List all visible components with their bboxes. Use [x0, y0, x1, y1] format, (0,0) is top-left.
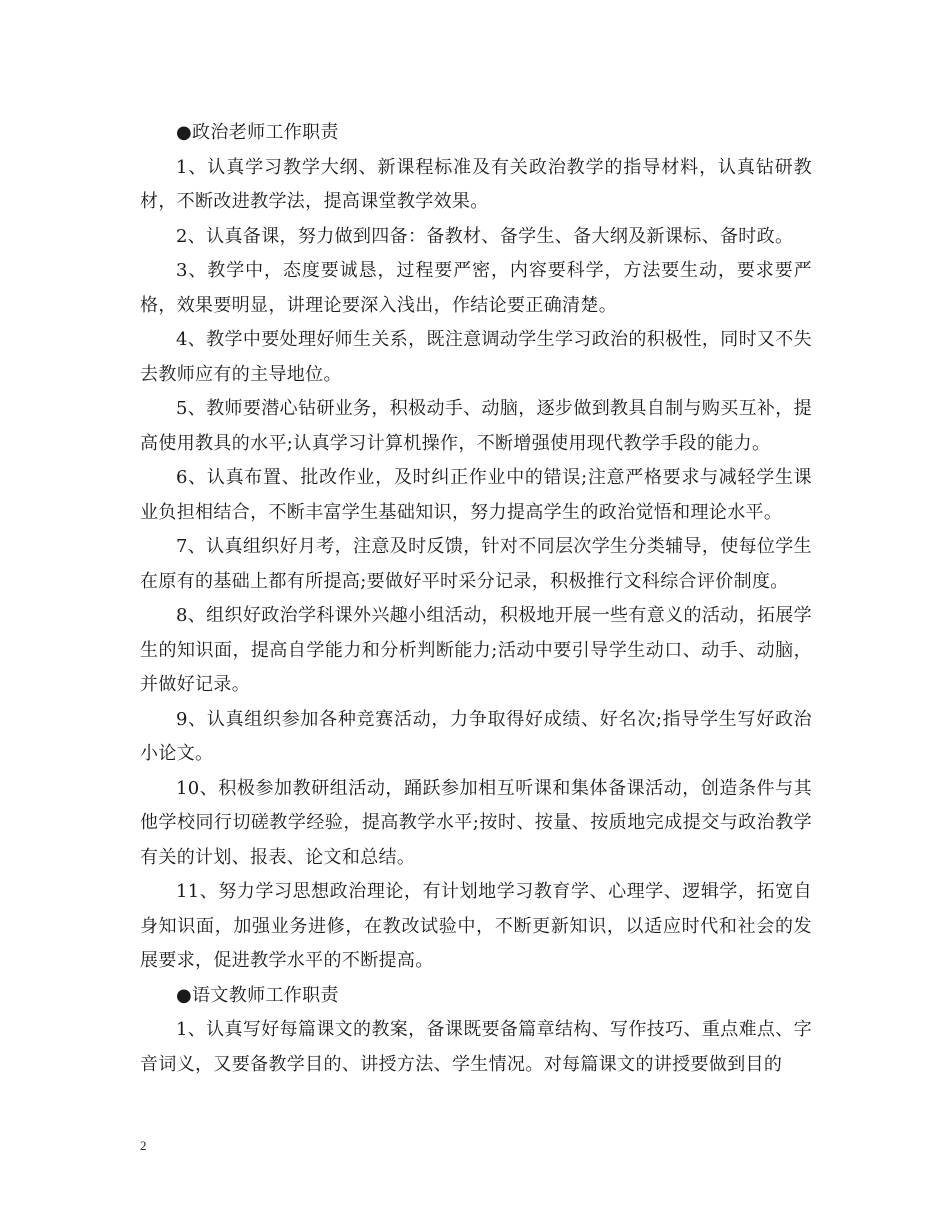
page-number: 2 — [140, 1138, 147, 1153]
section-heading-politics: ●政治老师工作职责 — [176, 122, 339, 143]
paragraph-politics-1: 1、认真学习教学大纲、新课程标准及有关政治教学的指导材料，认真钻研教材，不断改进教学法，提高课堂教学效果。 — [140, 156, 812, 212]
paragraph-politics-8: 8、组织好政治学科课外兴趣小组活动，积极地开展一些有意义的活动，拓展学生的知识面，提高自学能力和分析判断能力;活动中要引导学生动口、动手、动脑，并做好记录。 — [140, 605, 812, 695]
paragraph-politics-9: 9、认真组织参加各种竞赛活动，力争取得好成绩、好名次;指导学生写好政治小论文。 — [140, 708, 812, 764]
paragraph-politics-7: 7、认真组织好月考，注意及时反馈，针对不同层次学生分类辅导，使每位学生在原有的基础上都有所提高;要做好平时采分记录，积极推行文科综合评价制度。 — [140, 536, 812, 592]
paragraph-politics-3: 3、教学中，态度要诚恳，过程要严密，内容要科学，方法要生动，要求要严格，效果要明显，讲理论要深入浅出，作结论要正确清楚。 — [140, 260, 812, 316]
paragraph-politics-11: 11、努力学习思想政治理论，有计划地学习教育学、心理学、逻辑学，拓宽自身知识面，加强业务进修，在教改试验中，不断更新知识，以适应时代和社会的发展要求，促进教学水平的不断提高。 — [140, 881, 812, 971]
paragraph-politics-4: 4、教学中要处理好师生关系，既注意调动学生学习政治的积极性，同时又不失去教师应有的主导地位。 — [140, 329, 812, 385]
paragraph-politics-2: 2、认真备课，努力做到四备：备教材、备学生、备大纲及新课标、备时政。 — [176, 225, 794, 247]
document-body — [140, 116, 812, 1082]
paragraph-politics-6: 6、认真布置、批改作业，及时纠正作业中的错误;注意严格要求与减轻学生课业负担相结合，不断丰富学生基础知识，努力提高学生的政治觉悟和理论水平。 — [140, 467, 812, 523]
paragraph-politics-5: 5、教师要潜心钻研业务，积极动手、动脑，逐步做到教具自制与购买互补，提高使用教具的水平;认真学习计算机操作，不断增强使用现代教学手段的能力。 — [140, 398, 812, 454]
paragraph-chinese-1: 1、认真写好每篇课文的教案，备课既要备篇章结构、写作技巧、重点难点、字音词义，又要备教学目的、讲授方法、学生情况。对每篇课文的讲授要做到目的 — [140, 1019, 812, 1075]
paragraph-politics-10: 10、积极参加教研组活动，踊跃参加相互听课和集体备课活动，创造条件与其他学校同行切磋教学经验，提高教学水平;按时、按量、按质地完成提交与政治教学有关的计划、报表、论文和总结。 — [140, 777, 812, 868]
section-heading-chinese: ●语文教师工作职责 — [176, 984, 339, 1006]
